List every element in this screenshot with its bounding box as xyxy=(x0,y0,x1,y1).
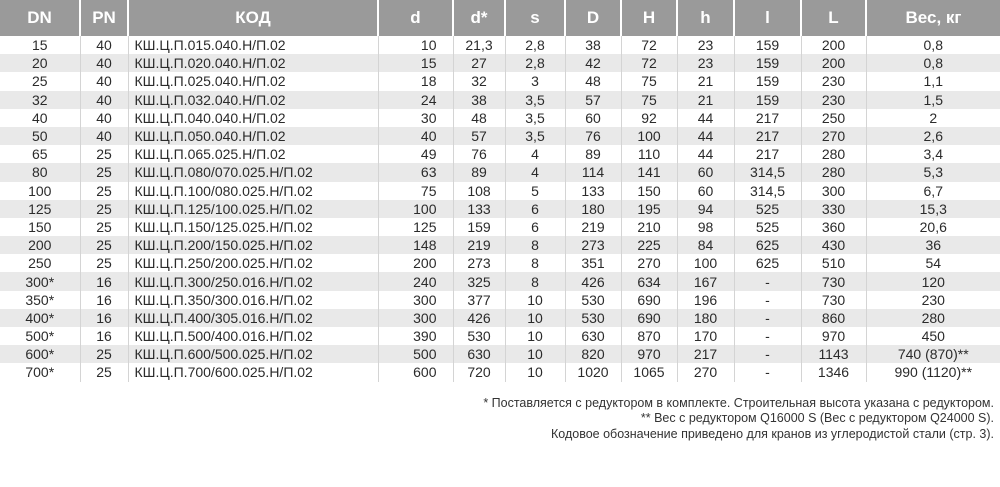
cell-l-upper: 270 xyxy=(801,127,866,145)
cell-pn: 25 xyxy=(80,345,128,363)
cell-h-upper: 195 xyxy=(621,200,677,218)
cell-d: 148 xyxy=(378,236,453,254)
cell-d-star: 133 xyxy=(453,200,505,218)
cell-pn: 25 xyxy=(80,236,128,254)
cell-d-outer: 60 xyxy=(565,109,621,127)
cell-h-upper: 100 xyxy=(621,127,677,145)
cell-l-upper: 730 xyxy=(801,291,866,309)
table-row xyxy=(0,127,1000,145)
header-pn: PN xyxy=(80,0,128,36)
cell-d-star: 159 xyxy=(453,218,505,236)
cell-code: КШ.Ц.П.065.025.Н/П.02 xyxy=(128,145,378,163)
cell-pn: 25 xyxy=(80,218,128,236)
cell-code: КШ.Ц.П.080/070.025.Н/П.02 xyxy=(128,163,378,181)
cell-d: 49 xyxy=(378,145,453,163)
cell-pn: 25 xyxy=(80,163,128,181)
cell-l-upper: 230 xyxy=(801,91,866,109)
cell-weight: 20,6 xyxy=(919,218,947,235)
cell-s: 6 xyxy=(505,200,565,218)
cell-weight: 990 (1120)** xyxy=(894,364,973,381)
cell-s: 3,5 xyxy=(505,127,565,145)
table-row xyxy=(0,163,1000,181)
cell-h-lower: 196 xyxy=(677,291,734,309)
cell-pn: 40 xyxy=(80,91,128,109)
table-row xyxy=(0,272,1000,290)
cell-l-upper: 430 xyxy=(801,236,866,254)
cell-code: КШ.Ц.П.200/150.025.Н/П.02 xyxy=(128,236,378,254)
cell-l-upper: 970 xyxy=(801,327,866,345)
cell-dn: 350* xyxy=(0,291,80,309)
cell-dn: 40 xyxy=(0,109,80,127)
cell-pn: 25 xyxy=(80,363,128,381)
cell-s: 6 xyxy=(505,218,565,236)
cell-h-lower: 60 xyxy=(677,182,734,200)
cell-h-lower: 23 xyxy=(677,36,734,54)
table-row xyxy=(0,91,1000,109)
cell-weight: 15,3 xyxy=(866,200,1000,218)
cell-dn: 400* xyxy=(0,309,80,327)
cell-code: КШ.Ц.П.040.040.Н/П.02 xyxy=(128,109,378,127)
cell-d: 125 xyxy=(378,218,453,236)
cell-code: КШ.Ц.П.125/100.025.Н/П.02 xyxy=(128,200,378,218)
cell-h-lower: 180 xyxy=(677,309,734,327)
cell-l-lower: 217 xyxy=(734,109,801,127)
cell-pn: 40 xyxy=(80,36,128,54)
cell-d: 63 xyxy=(378,163,453,181)
cell-dn: 25 xyxy=(0,72,80,90)
cell-l-upper: 200 xyxy=(801,36,866,54)
cell-s: 5 xyxy=(505,182,565,200)
cell-d: 18 xyxy=(378,72,453,90)
cell-l-lower: - xyxy=(734,345,801,363)
cell-l-upper: 510 xyxy=(801,254,866,272)
cell-d: 40 xyxy=(378,127,453,145)
cell-l-lower: - xyxy=(734,272,801,290)
cell-d-star: 108 xyxy=(453,182,505,200)
cell-pn: 25 xyxy=(80,182,128,200)
cell-s: 2,8 xyxy=(505,54,565,72)
cell-h-upper: 110 xyxy=(621,145,677,163)
cell-pn: 40 xyxy=(80,127,128,145)
cell-h-upper: 870 xyxy=(621,327,677,345)
header-dn: DN xyxy=(0,0,80,36)
cell-code: КШ.Ц.П.100/080.025.Н/П.02 xyxy=(128,182,378,200)
cell-d-outer: 820 xyxy=(565,345,621,363)
cell-d-star: 32 xyxy=(453,72,505,90)
cell-l-upper: 330 xyxy=(801,200,866,218)
footnotes xyxy=(0,396,1000,443)
cell-s: 3 xyxy=(505,72,565,90)
table-row xyxy=(0,236,1000,254)
cell-h-upper: 92 xyxy=(621,109,677,127)
table-row xyxy=(0,291,1000,309)
cell-code: КШ.Ц.П.700/600.025.Н/П.02 xyxy=(128,363,378,381)
cell-code: КШ.Ц.П.025.040.Н/П.02 xyxy=(128,72,378,90)
cell-code: КШ.Ц.П.300/250.016.Н/П.02 xyxy=(128,272,378,290)
cell-pn: 40 xyxy=(80,54,128,72)
cell-s: 8 xyxy=(505,272,565,290)
cell-l-lower: 159 xyxy=(734,72,801,90)
cell-weight: 54 xyxy=(925,255,942,272)
cell-dn: 32 xyxy=(0,91,80,109)
cell-weight: 5,3 xyxy=(866,163,1000,181)
cell-h-upper: 690 xyxy=(621,291,677,309)
cell-dn: 250 xyxy=(0,254,80,272)
cell-h-upper: 75 xyxy=(621,72,677,90)
header-d: d xyxy=(378,0,453,36)
cell-l-lower: 525 xyxy=(734,200,801,218)
cell-weight: 120 xyxy=(866,272,1000,290)
cell-code: КШ.Ц.П.350/300.016.Н/П.02 xyxy=(128,291,378,309)
table-row xyxy=(0,218,1000,236)
cell-h-lower: 21 xyxy=(677,91,734,109)
cell-d-star: 377 xyxy=(453,291,505,309)
cell-l-lower: 314,5 xyxy=(734,163,801,181)
cell-d: 200 xyxy=(378,254,453,272)
cell-d: 300 xyxy=(378,291,453,309)
header-d-star: d* xyxy=(453,0,505,36)
cell-code: КШ.Ц.П.250/200.025.Н/П.02 xyxy=(128,254,378,272)
cell-dn: 80 xyxy=(0,163,80,181)
cell-dn: 20 xyxy=(0,54,80,72)
cell-h-lower: 217 xyxy=(677,345,734,363)
cell-weight: 2,6 xyxy=(866,127,1000,145)
cell-pn: 25 xyxy=(80,145,128,163)
cell-h-upper: 634 xyxy=(621,272,677,290)
cell-d-star: 273 xyxy=(453,254,505,272)
table-header-row xyxy=(0,0,1000,36)
cell-h-lower: 167 xyxy=(677,272,734,290)
cell-h-upper: 72 xyxy=(621,36,677,54)
cell-d-outer: 76 xyxy=(565,127,621,145)
cell-s: 2,8 xyxy=(505,36,565,54)
cell-l-upper: 730 xyxy=(801,272,866,290)
cell-dn: 600* xyxy=(0,345,80,363)
cell-d-outer: 530 xyxy=(565,309,621,327)
cell-l-upper: 280 xyxy=(801,145,866,163)
cell-d-outer: 219 xyxy=(565,218,621,236)
cell-dn: 700* xyxy=(0,363,80,381)
cell-d-outer: 38 xyxy=(565,36,621,54)
cell-l-lower: 314,5 xyxy=(734,182,801,200)
cell-pn: 16 xyxy=(80,272,128,290)
cell-weight: 3,4 xyxy=(923,146,943,163)
cell-l-upper: 280 xyxy=(801,163,866,181)
cell-h-lower: 23 xyxy=(677,54,734,72)
cell-dn: 50 xyxy=(0,127,80,145)
cell-d: 10 xyxy=(378,36,453,54)
cell-l-upper: 250 xyxy=(801,109,866,127)
cell-h-lower: 170 xyxy=(677,327,734,345)
cell-dn: 100 xyxy=(0,182,80,200)
cell-h-upper: 270 xyxy=(621,254,677,272)
cell-h-lower: 98 xyxy=(677,218,734,236)
footnote-reducer: * Поставляется с редуктором в комплекте. Строительная высота указана с редуктором. xyxy=(483,395,994,410)
footnote-weight: ** Вес с редуктором Q16000 S (Вес с редуктором Q24000 S). xyxy=(640,411,994,426)
cell-dn: 150 xyxy=(0,218,80,236)
cell-d-star: 426 xyxy=(453,309,505,327)
cell-d-star: 76 xyxy=(453,145,505,163)
cell-l-lower: 217 xyxy=(734,127,801,145)
cell-d-outer: 42 xyxy=(565,54,621,72)
cell-code: КШ.Ц.П.032.040.Н/П.02 xyxy=(128,91,378,109)
cell-weight: 36 xyxy=(866,236,1000,254)
cell-s: 10 xyxy=(505,363,565,381)
cell-d-star: 720 xyxy=(453,363,505,381)
cell-h-lower: 21 xyxy=(677,72,734,90)
cell-h-upper: 150 xyxy=(621,182,677,200)
cell-h-upper: 1065 xyxy=(621,363,677,381)
header-l-upper: L xyxy=(801,0,866,36)
cell-d-outer: 114 xyxy=(565,163,621,181)
cell-h-upper: 690 xyxy=(621,309,677,327)
cell-d-outer: 1020 xyxy=(565,363,621,381)
cell-h-lower: 84 xyxy=(677,236,734,254)
cell-l-upper: 360 xyxy=(801,218,866,236)
cell-code: КШ.Ц.П.050.040.Н/П.02 xyxy=(128,127,378,145)
header-weight: Вес, кг xyxy=(866,0,1000,36)
cell-h-lower: 60 xyxy=(677,163,734,181)
cell-d-outer: 351 xyxy=(565,254,621,272)
cell-weight: 740 (870)** xyxy=(866,345,1000,363)
table-row xyxy=(0,200,1000,218)
cell-l-lower: 625 xyxy=(734,254,801,272)
cell-d-star: 48 xyxy=(453,109,505,127)
cell-d-star: 325 xyxy=(453,272,505,290)
cell-d-star: 27 xyxy=(453,54,505,72)
cell-l-upper: 300 xyxy=(801,182,866,200)
cell-s: 3,5 xyxy=(505,91,565,109)
cell-h-upper: 141 xyxy=(621,163,677,181)
table-body xyxy=(0,36,1000,382)
cell-d-outer: 180 xyxy=(565,200,621,218)
cell-s: 10 xyxy=(505,345,565,363)
cell-weight: 0,8 xyxy=(866,54,1000,72)
cell-pn: 25 xyxy=(80,254,128,272)
cell-code: КШ.Ц.П.150/125.025.Н/П.02 xyxy=(128,218,378,236)
cell-d: 390 xyxy=(378,327,453,345)
table-row xyxy=(0,254,1000,272)
cell-d-outer: 273 xyxy=(565,236,621,254)
cell-d: 500 xyxy=(378,345,453,363)
cell-weight: 280 xyxy=(866,309,1000,327)
cell-d-star: 89 xyxy=(453,163,505,181)
header-h-upper: H xyxy=(621,0,677,36)
cell-d-star: 219 xyxy=(453,236,505,254)
cell-d-outer: 133 xyxy=(565,182,621,200)
cell-d-outer: 89 xyxy=(565,145,621,163)
cell-dn: 300* xyxy=(0,272,80,290)
cell-d: 75 xyxy=(378,182,453,200)
cell-h-upper: 75 xyxy=(621,91,677,109)
cell-d-star: 38 xyxy=(453,91,505,109)
cell-pn: 25 xyxy=(80,200,128,218)
header-h-lower: h xyxy=(677,0,734,36)
cell-pn: 16 xyxy=(80,309,128,327)
cell-h-lower: 44 xyxy=(677,127,734,145)
footnote-code: Кодовое обозначение приведено для кранов из углеродистой стали (стр. 3). xyxy=(551,426,994,441)
table-row xyxy=(0,109,1000,127)
cell-l-lower: 625 xyxy=(734,236,801,254)
cell-weight: 1,5 xyxy=(866,91,1000,109)
cell-d-outer: 530 xyxy=(565,291,621,309)
cell-h-lower: 94 xyxy=(677,200,734,218)
cell-pn: 16 xyxy=(80,291,128,309)
cell-l-lower: 159 xyxy=(734,54,801,72)
cell-d-outer: 48 xyxy=(565,72,621,90)
cell-code: КШ.Ц.П.400/305.016.Н/П.02 xyxy=(128,309,378,327)
cell-code: КШ.Ц.П.500/400.016.Н/П.02 xyxy=(128,327,378,345)
cell-d-star: 630 xyxy=(453,345,505,363)
cell-d-outer: 57 xyxy=(565,91,621,109)
cell-l-upper: 230 xyxy=(801,72,866,90)
cell-dn: 15 xyxy=(0,36,80,54)
table-row xyxy=(0,54,1000,72)
cell-s: 4 xyxy=(505,145,565,163)
cell-weight: 2 xyxy=(929,109,938,126)
table-row xyxy=(0,36,1000,54)
cell-h-upper: 970 xyxy=(621,345,677,363)
cell-weight: 230 xyxy=(921,291,945,308)
cell-s: 10 xyxy=(505,291,565,309)
cell-l-lower: 525 xyxy=(734,218,801,236)
cell-d: 24 xyxy=(378,91,453,109)
table-row xyxy=(0,145,1000,163)
cell-code: КШ.Ц.П.020.040.Н/П.02 xyxy=(128,54,378,72)
cell-s: 8 xyxy=(505,236,565,254)
cell-l-upper: 1143 xyxy=(801,345,866,363)
cell-h-lower: 44 xyxy=(677,109,734,127)
cell-h-lower: 270 xyxy=(677,363,734,381)
cell-d-outer: 630 xyxy=(565,327,621,345)
cell-l-lower: 217 xyxy=(734,145,801,163)
cell-l-lower: 159 xyxy=(734,36,801,54)
cell-s: 4 xyxy=(505,163,565,181)
cell-l-upper: 860 xyxy=(801,309,866,327)
cell-d: 100 xyxy=(378,200,453,218)
table-row xyxy=(0,182,1000,200)
table-row xyxy=(0,345,1000,363)
cell-h-lower: 100 xyxy=(677,254,734,272)
header-l-lower: l xyxy=(734,0,801,36)
cell-l-upper: 1346 xyxy=(801,363,866,381)
cell-d-star: 530 xyxy=(453,327,505,345)
cell-dn: 125 xyxy=(0,200,80,218)
cell-d: 300 xyxy=(378,309,453,327)
cell-dn: 200 xyxy=(0,236,80,254)
cell-d-star: 57 xyxy=(453,127,505,145)
cell-dn: 500* xyxy=(0,327,80,345)
cell-s: 3,5 xyxy=(505,109,565,127)
header-d-outer: D xyxy=(565,0,621,36)
cell-pn: 40 xyxy=(80,109,128,127)
header-s: s xyxy=(505,0,565,36)
cell-d-outer: 426 xyxy=(565,272,621,290)
cell-weight: 6,7 xyxy=(923,182,943,199)
cell-l-upper: 200 xyxy=(801,54,866,72)
cell-weight: 1,1 xyxy=(923,73,943,90)
cell-d: 15 xyxy=(378,54,453,72)
cell-h-lower: 44 xyxy=(677,145,734,163)
cell-code: КШ.Ц.П.600/500.025.Н/П.02 xyxy=(128,345,378,363)
header-code: КОД xyxy=(128,0,378,36)
cell-l-lower: - xyxy=(734,327,801,345)
table-row xyxy=(0,309,1000,327)
cell-h-upper: 210 xyxy=(621,218,677,236)
cell-h-upper: 225 xyxy=(621,236,677,254)
cell-code: КШ.Ц.П.015.040.Н/П.02 xyxy=(128,36,378,54)
cell-l-lower: - xyxy=(734,363,801,381)
cell-l-lower: 159 xyxy=(734,91,801,109)
cell-d: 240 xyxy=(378,272,453,290)
cell-pn: 16 xyxy=(80,327,128,345)
cell-h-upper: 72 xyxy=(621,54,677,72)
table-row xyxy=(0,327,1000,345)
table-row xyxy=(0,363,1000,381)
cell-d: 30 xyxy=(378,109,453,127)
cell-s: 10 xyxy=(505,327,565,345)
cell-dn: 65 xyxy=(0,145,80,163)
cell-pn: 40 xyxy=(80,72,128,90)
cell-s: 8 xyxy=(505,254,565,272)
cell-s: 10 xyxy=(505,309,565,327)
cell-d-star: 21,3 xyxy=(453,36,505,54)
cell-l-lower: - xyxy=(734,291,801,309)
table-row xyxy=(0,72,1000,90)
cell-weight: 450 xyxy=(921,328,945,345)
cell-d: 600 xyxy=(378,363,453,381)
cell-weight: 0,8 xyxy=(923,37,943,54)
cell-l-lower: - xyxy=(734,309,801,327)
